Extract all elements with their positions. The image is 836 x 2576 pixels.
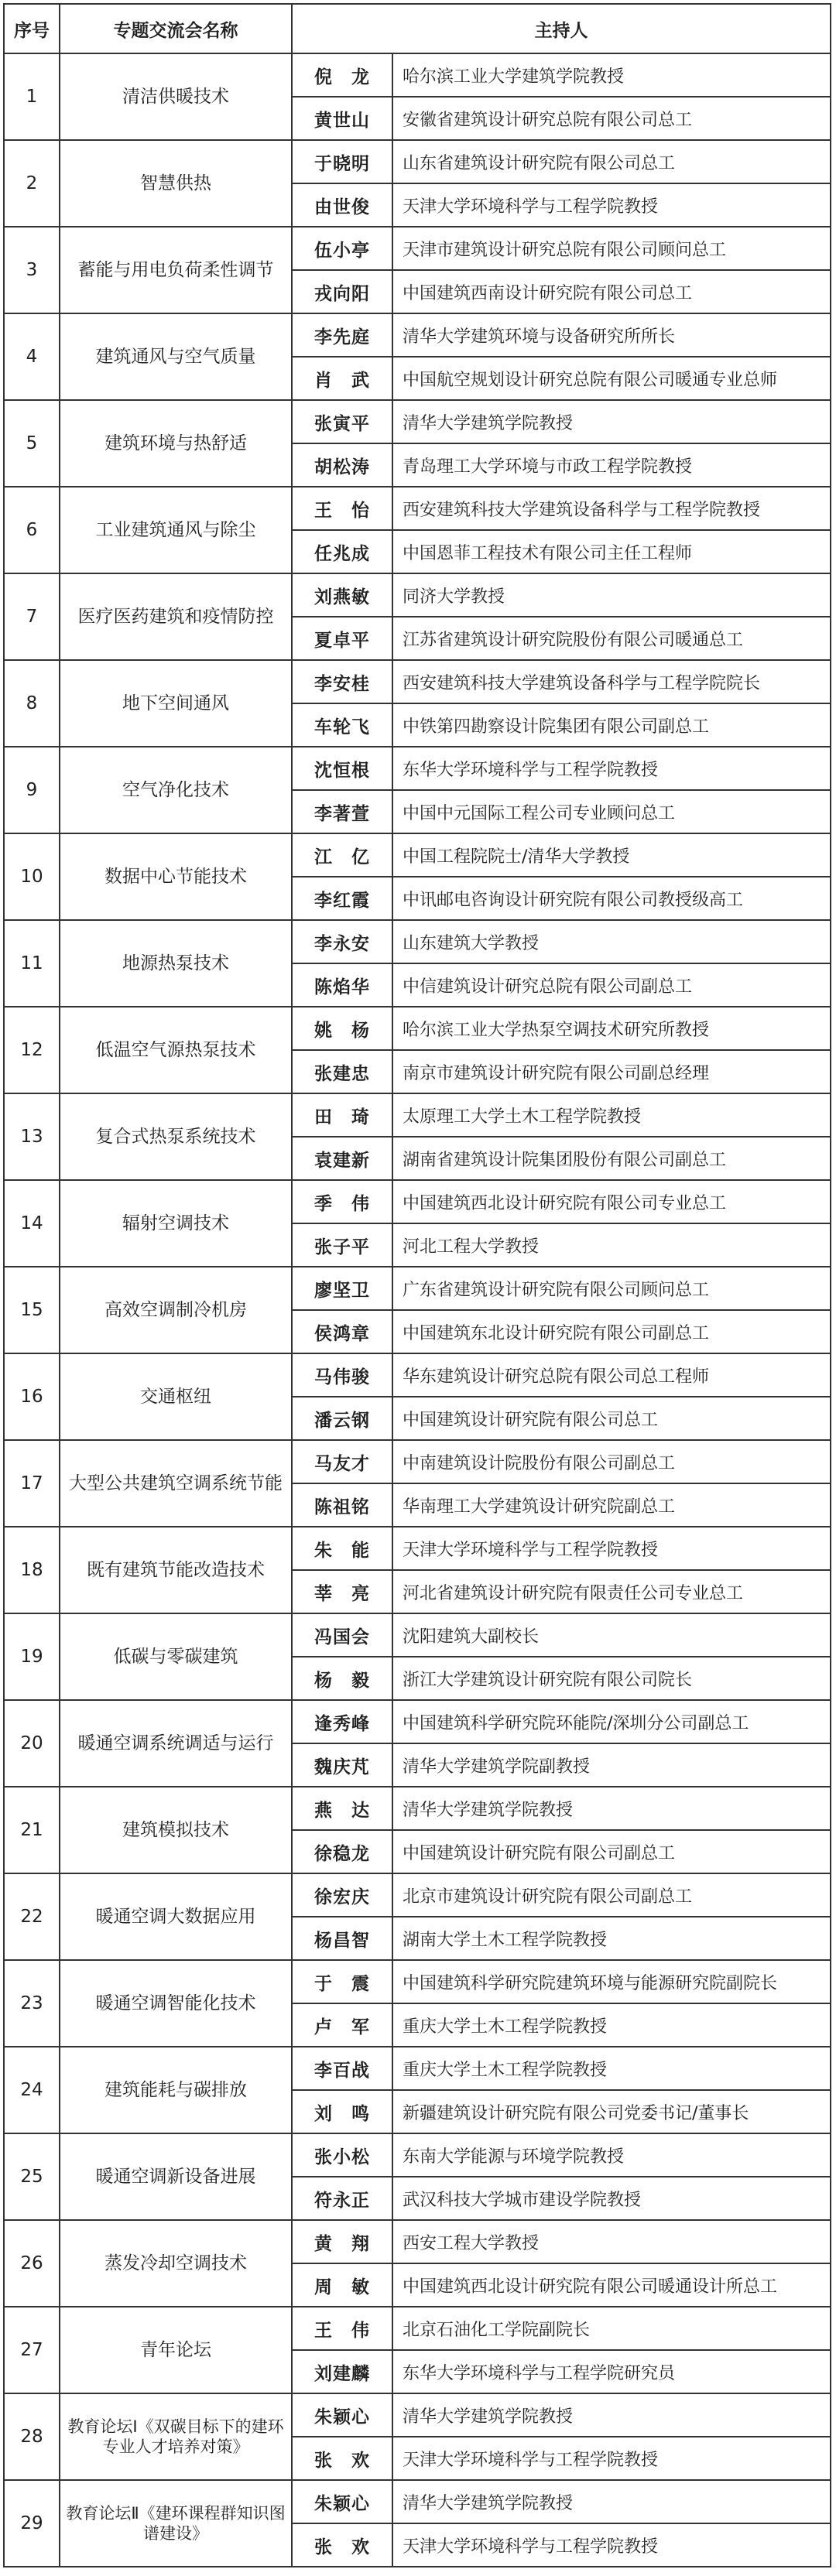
table-row <box>4 1787 831 1830</box>
table-row <box>4 1527 831 1570</box>
host-affiliation: 中国工程院院士/清华大学教授 <box>392 833 831 877</box>
host-name: 黄世山 <box>292 97 392 140</box>
host-affiliation: 天津大学环境科学与工程学院教授 <box>392 1527 831 1570</box>
host-name: 逢秀峰 <box>292 1700 392 1743</box>
row-topic: 低温空气源热泵技术 <box>60 1007 292 1093</box>
host-name: 陈祖铭 <box>292 1483 392 1527</box>
row-topic: 蒸发冷却空调技术 <box>60 2220 292 2307</box>
row-seq: 1 <box>4 53 60 140</box>
table-row <box>4 1267 831 1310</box>
row-seq: 12 <box>4 1007 60 1093</box>
host-name: 季 伟 <box>292 1180 392 1223</box>
host-name: 张 欢 <box>292 2437 392 2480</box>
row-topic: 低碳与零碳建筑 <box>60 1613 292 1700</box>
host-name: 廖坚卫 <box>292 1267 392 1310</box>
row-seq: 29 <box>4 2480 60 2567</box>
host-name: 田 琦 <box>292 1093 392 1137</box>
host-affiliation: 天津市建筑设计研究总院有限公司顾问总工 <box>392 227 831 270</box>
table-row <box>4 1440 831 1483</box>
row-seq: 22 <box>4 1873 60 1960</box>
host-affiliation: 中国恩菲工程技术有限公司主任工程师 <box>392 530 831 573</box>
host-affiliation: 西安建筑科技大学建筑设备科学与工程学院院长 <box>392 660 831 703</box>
host-affiliation: 清华大学建筑学院教授 <box>392 2480 831 2523</box>
host-name: 沈恒根 <box>292 747 392 790</box>
row-topic: 建筑环境与热舒适 <box>60 400 292 487</box>
host-affiliation: 清华大学建筑学院教授 <box>392 400 831 443</box>
row-seq: 28 <box>4 2393 60 2480</box>
host-affiliation: 天津大学环境科学与工程学院教授 <box>392 2523 831 2567</box>
host-name: 徐宏庆 <box>292 1873 392 1917</box>
table-row <box>4 573 831 617</box>
host-name: 朱 能 <box>292 1527 392 1570</box>
row-topic: 暖通空调智能化技术 <box>60 1960 292 2047</box>
table-row <box>4 1873 831 1917</box>
row-topic: 青年论坛 <box>60 2307 292 2393</box>
host-name: 李红霞 <box>292 877 392 920</box>
table-row <box>4 2133 831 2177</box>
host-name: 马友才 <box>292 1440 392 1483</box>
host-affiliation: 南京市建筑设计研究院有限公司副总经理 <box>392 1050 831 1093</box>
host-affiliation: 太原理工大学土木工程学院教授 <box>392 1093 831 1137</box>
row-topic: 蓄能与用电负荷柔性调节 <box>60 227 292 313</box>
host-name: 袁建新 <box>292 1137 392 1180</box>
host-affiliation: 北京市建筑设计研究院有限公司副总工 <box>392 1873 831 1917</box>
row-seq: 16 <box>4 1353 60 1440</box>
table-row <box>4 1700 831 1743</box>
row-topic: 地下空间通风 <box>60 660 292 747</box>
row-topic: 暖通空调新设备进展 <box>60 2133 292 2220</box>
host-name: 侯鸿章 <box>292 1310 392 1353</box>
row-topic: 复合式热泵系统技术 <box>60 1093 292 1180</box>
host-affiliation: 中国建筑设计研究院有限公司总工 <box>392 1397 831 1440</box>
host-name: 李著萱 <box>292 790 392 833</box>
host-name: 王 怡 <box>292 487 392 530</box>
row-seq: 3 <box>4 227 60 313</box>
table-row <box>4 2047 831 2090</box>
host-name: 刘 鸣 <box>292 2090 392 2133</box>
host-affiliation: 沈阳建筑大副校长 <box>392 1613 831 1657</box>
row-seq: 9 <box>4 747 60 833</box>
row-seq: 14 <box>4 1180 60 1267</box>
host-affiliation: 安徽省建筑设计研究总院有限公司总工 <box>392 97 831 140</box>
host-name: 冯国会 <box>292 1613 392 1657</box>
host-affiliation: 天津大学环境科学与工程学院教授 <box>392 183 831 227</box>
host-affiliation: 华东建筑设计研究总院有限公司总工程师 <box>392 1353 831 1397</box>
host-name: 刘建麟 <box>292 2350 392 2393</box>
host-name: 杨 毅 <box>292 1657 392 1700</box>
table-row <box>4 227 831 270</box>
table-row <box>4 313 831 357</box>
host-name: 魏庆芃 <box>292 1743 392 1787</box>
row-seq: 15 <box>4 1267 60 1353</box>
row-seq: 27 <box>4 2307 60 2393</box>
host-affiliation: 华南理工大学建筑设计研究院副总工 <box>392 1483 831 1527</box>
host-name: 张小松 <box>292 2133 392 2177</box>
host-affiliation: 河北工程大学教授 <box>392 1223 831 1267</box>
host-name: 李永安 <box>292 920 392 963</box>
row-seq: 19 <box>4 1613 60 1700</box>
row-topic: 数据中心节能技术 <box>60 833 292 920</box>
table-row <box>4 747 831 790</box>
host-affiliation: 中国中元国际工程公司专业顾问总工 <box>392 790 831 833</box>
host-affiliation: 武汉科技大学城市建设学院教授 <box>392 2177 831 2220</box>
table-body <box>4 53 831 2567</box>
host-name: 任兆成 <box>292 530 392 573</box>
row-topic: 空气净化技术 <box>60 747 292 833</box>
host-affiliation: 中国建筑科学研究院环能院/深圳分公司副总工 <box>392 1700 831 1743</box>
row-seq: 13 <box>4 1093 60 1180</box>
row-topic: 暖通空调系统调适与运行 <box>60 1700 292 1787</box>
host-name: 李安桂 <box>292 660 392 703</box>
host-name: 由世俊 <box>292 183 392 227</box>
table-row <box>4 2480 831 2523</box>
host-affiliation: 西安工程大学教授 <box>392 2220 831 2263</box>
host-name: 杨昌智 <box>292 1917 392 1960</box>
host-name: 江 亿 <box>292 833 392 877</box>
table-row <box>4 53 831 97</box>
row-seq: 20 <box>4 1700 60 1787</box>
row-seq: 24 <box>4 2047 60 2133</box>
row-seq: 5 <box>4 400 60 487</box>
host-table <box>3 3 831 2567</box>
header-topic: 专题交流会名称 <box>60 4 292 53</box>
row-topic: 建筑模拟技术 <box>60 1787 292 1873</box>
table-row <box>4 1960 831 2003</box>
host-affiliation: 湖南大学土木工程学院教授 <box>392 1917 831 1960</box>
row-seq: 18 <box>4 1527 60 1613</box>
host-affiliation: 江苏省建筑设计研究院股份有限公司暖通总工 <box>392 617 831 660</box>
host-name: 肖 武 <box>292 357 392 400</box>
host-affiliation: 山东建筑大学教授 <box>392 920 831 963</box>
table-row <box>4 833 831 877</box>
host-name: 李百战 <box>292 2047 392 2090</box>
host-affiliation: 西安建筑科技大学建筑设备科学与工程学院教授 <box>392 487 831 530</box>
host-name: 张子平 <box>292 1223 392 1267</box>
host-name: 马伟骏 <box>292 1353 392 1397</box>
row-seq: 7 <box>4 573 60 660</box>
host-name: 于 震 <box>292 1960 392 2003</box>
host-affiliation: 中铁第四勘察设计院集团有限公司副总工 <box>392 703 831 747</box>
host-list-sheet <box>3 3 830 2567</box>
host-name: 夏卓平 <box>292 617 392 660</box>
host-affiliation: 重庆大学土木工程学院教授 <box>392 2047 831 2090</box>
host-name: 潘云钢 <box>292 1397 392 1440</box>
table-row <box>4 2393 831 2437</box>
host-name: 黄 翔 <box>292 2220 392 2263</box>
host-affiliation: 山东省建筑设计研究院有限公司总工 <box>392 140 831 183</box>
host-affiliation: 湖南省建筑设计院集团股份有限公司副总工 <box>392 1137 831 1180</box>
row-seq: 4 <box>4 313 60 400</box>
host-affiliation: 东南大学能源与环境学院教授 <box>392 2133 831 2177</box>
row-seq: 11 <box>4 920 60 1007</box>
host-name: 张 欢 <box>292 2523 392 2567</box>
row-topic: 教育论坛Ⅰ《双碳目标下的建环专业人才培养对策》 <box>60 2393 292 2480</box>
host-affiliation: 清华大学建筑环境与设备研究所所长 <box>392 313 831 357</box>
table-row <box>4 140 831 183</box>
table-row <box>4 1093 831 1137</box>
table-row <box>4 1007 831 1050</box>
host-affiliation: 北京石油化工学院副院长 <box>392 2307 831 2350</box>
host-affiliation: 中国建筑西北设计研究院有限公司暖通设计所总工 <box>392 2263 831 2307</box>
table-row <box>4 1180 831 1223</box>
row-topic: 高效空调制冷机房 <box>60 1267 292 1353</box>
host-name: 燕 达 <box>292 1787 392 1830</box>
row-topic: 工业建筑通风与除尘 <box>60 487 292 573</box>
table-row <box>4 2307 831 2350</box>
host-affiliation: 中国建筑东北设计研究院有限公司副总工 <box>392 1310 831 1353</box>
row-seq: 6 <box>4 487 60 573</box>
host-name: 莘 亮 <box>292 1570 392 1613</box>
host-affiliation: 浙江大学建筑设计研究院有限公司院长 <box>392 1657 831 1700</box>
table-row <box>4 487 831 530</box>
host-name: 周 敏 <box>292 2263 392 2307</box>
table-header <box>4 4 831 53</box>
row-seq: 26 <box>4 2220 60 2307</box>
table-row <box>4 660 831 703</box>
host-affiliation: 中讯邮电咨询设计研究院有限公司教授级高工 <box>392 877 831 920</box>
host-name: 伍小亭 <box>292 227 392 270</box>
host-affiliation: 广东省建筑设计研究院有限公司顾问总工 <box>392 1267 831 1310</box>
row-seq: 17 <box>4 1440 60 1527</box>
host-name: 符永正 <box>292 2177 392 2220</box>
row-seq: 23 <box>4 1960 60 2047</box>
row-topic: 医疗医药建筑和疫情防控 <box>60 573 292 660</box>
host-name: 姚 杨 <box>292 1007 392 1050</box>
row-topic: 清洁供暖技术 <box>60 53 292 140</box>
host-name: 陈焰华 <box>292 963 392 1007</box>
row-seq: 2 <box>4 140 60 227</box>
host-affiliation: 哈尔滨工业大学热泵空调技术研究所教授 <box>392 1007 831 1050</box>
host-name: 朱颖心 <box>292 2393 392 2437</box>
row-topic: 建筑能耗与碳排放 <box>60 2047 292 2133</box>
host-affiliation: 中信建筑设计研究总院有限公司副总工 <box>392 963 831 1007</box>
header-row <box>4 4 831 53</box>
table-row <box>4 1613 831 1657</box>
row-topic: 暖通空调大数据应用 <box>60 1873 292 1960</box>
host-affiliation: 天津大学环境科学与工程学院教授 <box>392 2437 831 2480</box>
row-topic: 大型公共建筑空调系统节能 <box>60 1440 292 1527</box>
host-name: 戎向阳 <box>292 270 392 313</box>
row-seq: 10 <box>4 833 60 920</box>
host-affiliation: 哈尔滨工业大学建筑学院教授 <box>392 53 831 97</box>
host-affiliation: 清华大学建筑学院教授 <box>392 2393 831 2437</box>
row-topic: 智慧供热 <box>60 140 292 227</box>
host-name: 刘燕敏 <box>292 573 392 617</box>
host-affiliation: 中国建筑科学研究院建筑环境与能源研究院副院长 <box>392 1960 831 2003</box>
host-name: 徐稳龙 <box>292 1830 392 1873</box>
row-topic: 教育论坛Ⅱ《建环课程群知识图谱建设》 <box>60 2480 292 2567</box>
host-name: 张建忠 <box>292 1050 392 1093</box>
host-affiliation: 中国航空规划设计研究总院有限公司暖通专业总师 <box>392 357 831 400</box>
host-affiliation: 东华大学环境科学与工程学院教授 <box>392 747 831 790</box>
host-affiliation: 中南建筑设计院股份有限公司副总工 <box>392 1440 831 1483</box>
host-affiliation: 中国建筑设计研究院有限公司副总工 <box>392 1830 831 1873</box>
host-affiliation: 中国建筑西南设计研究院有限公司总工 <box>392 270 831 313</box>
row-topic: 既有建筑节能改造技术 <box>60 1527 292 1613</box>
host-affiliation: 清华大学建筑学院教授 <box>392 1787 831 1830</box>
table-row <box>4 400 831 443</box>
host-name: 李先庭 <box>292 313 392 357</box>
row-topic: 交通枢纽 <box>60 1353 292 1440</box>
host-name: 车轮飞 <box>292 703 392 747</box>
host-affiliation: 新疆建筑设计研究院有限公司党委书记/董事长 <box>392 2090 831 2133</box>
table-row <box>4 2220 831 2263</box>
row-topic: 辐射空调技术 <box>60 1180 292 1267</box>
host-affiliation: 清华大学建筑学院副教授 <box>392 1743 831 1787</box>
host-name: 张寅平 <box>292 400 392 443</box>
host-name: 于晓明 <box>292 140 392 183</box>
header-seq: 序号 <box>4 4 60 53</box>
host-affiliation: 东华大学环境科学与工程学院研究员 <box>392 2350 831 2393</box>
host-affiliation: 河北省建筑设计研究院有限责任公司专业总工 <box>392 1570 831 1613</box>
host-name: 胡松涛 <box>292 443 392 487</box>
table-row <box>4 1353 831 1397</box>
host-name: 王 伟 <box>292 2307 392 2350</box>
row-topic: 地源热泵技术 <box>60 920 292 1007</box>
row-seq: 25 <box>4 2133 60 2220</box>
host-affiliation: 青岛理工大学环境与市政工程学院教授 <box>392 443 831 487</box>
host-name: 卢 军 <box>292 2003 392 2047</box>
host-name: 倪 龙 <box>292 53 392 97</box>
header-host: 主持人 <box>292 4 831 53</box>
row-seq: 21 <box>4 1787 60 1873</box>
host-name: 朱颖心 <box>292 2480 392 2523</box>
row-seq: 8 <box>4 660 60 747</box>
host-affiliation: 中国建筑西北设计研究院有限公司专业总工 <box>392 1180 831 1223</box>
host-affiliation: 同济大学教授 <box>392 573 831 617</box>
row-topic: 建筑通风与空气质量 <box>60 313 292 400</box>
table-row <box>4 920 831 963</box>
host-affiliation: 重庆大学土木工程学院教授 <box>392 2003 831 2047</box>
